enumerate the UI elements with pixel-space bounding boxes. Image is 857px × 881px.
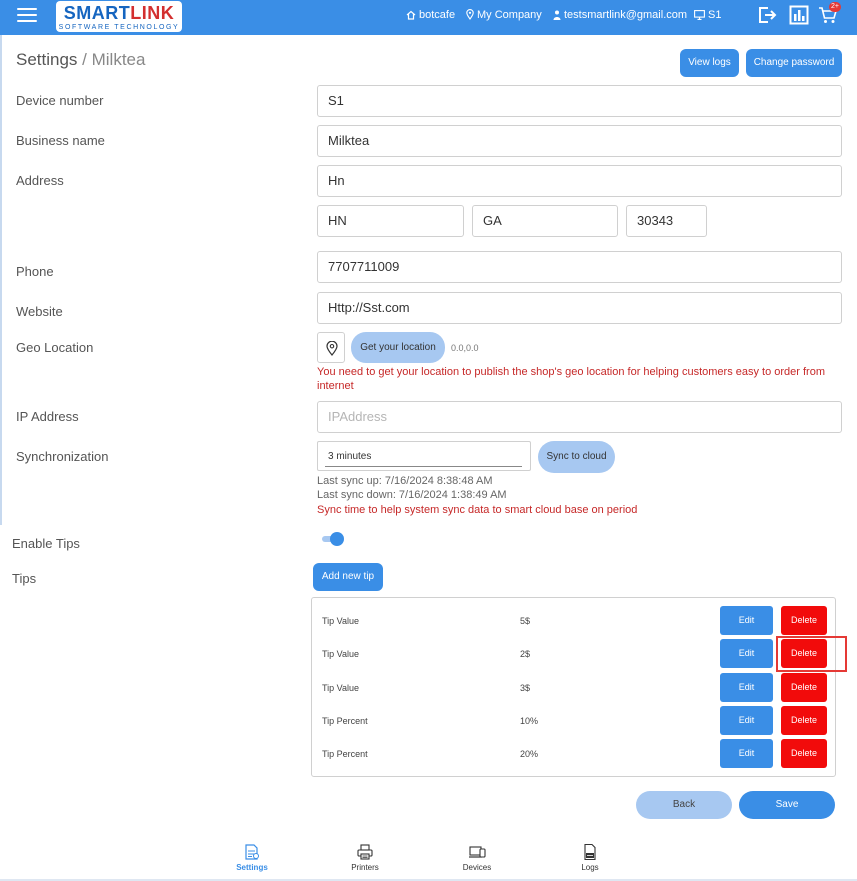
geo-warning-text: You need to get your location to publish the shop's geo location for helping customers easy to order from internet: [317, 366, 826, 392]
change-password-button[interactable]: Change password: [746, 49, 842, 77]
enable-tips-toggle[interactable]: [322, 534, 342, 544]
enable-tips-label: Enable Tips: [12, 536, 80, 551]
view-logs-button[interactable]: View logs: [680, 49, 739, 77]
ip-address-input[interactable]: IPAddress: [317, 401, 842, 433]
geo-pin-button[interactable]: [317, 332, 345, 363]
edit-tip-button[interactable]: Edit: [720, 706, 773, 735]
sync-interval-select[interactable]: [317, 441, 531, 471]
page-subtitle: / Milktea: [82, 50, 146, 69]
business-name-label: Business name: [16, 133, 105, 148]
settings-doc-icon: [243, 843, 261, 861]
tip-row: [312, 706, 837, 738]
nav-printers-label: Printers: [351, 863, 379, 872]
logo-subtext: SOFTWARE TECHNOLOGY: [58, 24, 180, 31]
device-info[interactable]: [694, 8, 721, 22]
state-input[interactable]: GA: [472, 205, 618, 237]
logs-icon: [581, 843, 599, 861]
account-info[interactable]: [553, 8, 687, 22]
device-number-input[interactable]: S1: [317, 85, 842, 117]
address-line-input[interactable]: Hn: [317, 165, 842, 197]
address-label: Address: [16, 173, 64, 188]
monitor-icon: [694, 10, 705, 24]
edit-tip-button[interactable]: Edit: [720, 739, 773, 768]
tip-value: 20%: [520, 749, 539, 759]
page-title-text: Settings: [16, 50, 78, 69]
sync-to-cloud-button[interactable]: Sync to cloud: [538, 441, 615, 473]
device-name: S1: [708, 9, 722, 21]
account-email: testsmartlink@gmail.com: [564, 9, 688, 21]
phone-label: Phone: [16, 264, 54, 279]
printer-icon: [356, 843, 374, 861]
tip-name: Tip Value: [322, 683, 360, 693]
tip-name: Tip Percent: [322, 716, 368, 726]
tip-row: [312, 639, 837, 671]
devices-icon: [468, 843, 486, 861]
home-icon: [406, 10, 416, 24]
last-sync-down: Last sync down: 7/16/2024 1:38:49 AM: [317, 489, 507, 501]
nav-printers[interactable]: [335, 843, 395, 879]
website-label: Website: [16, 304, 63, 319]
top-bar: [0, 0, 857, 35]
location-pin-icon: [466, 9, 474, 24]
company-name: My Company: [477, 9, 542, 21]
add-new-tip-button[interactable]: Add new tip: [313, 563, 383, 591]
select-underline: [325, 466, 522, 467]
tip-row: [312, 739, 837, 771]
logo-text-smart: SMART: [63, 3, 131, 23]
tip-value: 5$: [520, 616, 531, 626]
get-location-button[interactable]: Get your location: [351, 332, 445, 363]
tip-name: Tip Percent: [322, 749, 368, 759]
tip-value: 2$: [520, 649, 531, 659]
sync-note-text: Sync time to help system sync data to smart cloud base on period: [317, 504, 638, 516]
website-input[interactable]: Http://Sst.com: [317, 292, 842, 324]
tip-row: [312, 673, 837, 705]
delete-tip-button[interactable]: Delete: [781, 706, 827, 735]
nav-devices[interactable]: [447, 843, 507, 879]
tip-row: [312, 606, 837, 638]
synchronization-label: Synchronization: [16, 449, 109, 464]
logo-text-link: LINK: [130, 3, 175, 23]
nav-logs-label: Logs: [581, 863, 599, 872]
city-input[interactable]: HN: [317, 205, 464, 237]
tip-value: 3$: [520, 683, 531, 693]
store-info[interactable]: [406, 8, 455, 22]
nav-settings-label: Settings: [236, 863, 268, 872]
back-button[interactable]: Back: [636, 791, 732, 819]
phone-input[interactable]: 7707711009: [317, 251, 842, 283]
tip-value: 10%: [520, 716, 539, 726]
tip-name: Tip Value: [322, 616, 360, 626]
cart-badge: 2+: [829, 2, 841, 12]
bottom-nav: [0, 838, 857, 881]
delete-tip-button[interactable]: Delete: [781, 606, 827, 635]
company-info[interactable]: [466, 8, 542, 22]
nav-settings[interactable]: [222, 843, 282, 879]
last-sync-up: Last sync up: 7/16/2024 8:38:48 AM: [317, 475, 493, 487]
ip-address-label: IP Address: [16, 409, 79, 424]
left-edge-divider: [0, 35, 2, 525]
geo-coordinates: 0.0,0.0: [451, 343, 479, 353]
menu-icon[interactable]: [17, 8, 37, 24]
map-pin-icon: [326, 341, 338, 356]
business-name-input[interactable]: Milktea: [317, 125, 842, 157]
sync-interval-value: 3 minutes: [328, 451, 372, 462]
zip-input[interactable]: 30343: [626, 205, 707, 237]
logout-icon[interactable]: [757, 5, 777, 25]
page-title: [16, 50, 145, 70]
tip-name: Tip Value: [322, 649, 360, 659]
save-button[interactable]: Save: [739, 791, 835, 819]
device-number-label: Device number: [16, 93, 104, 108]
edit-tip-button[interactable]: Edit: [720, 673, 773, 702]
delete-tip-button[interactable]: Delete: [781, 639, 827, 668]
user-icon: [553, 10, 561, 24]
logo[interactable]: [56, 1, 182, 32]
edit-tip-button[interactable]: Edit: [720, 639, 773, 668]
store-name: botcafe: [419, 9, 456, 21]
tips-label: Tips: [12, 571, 37, 586]
delete-tip-button[interactable]: Delete: [781, 739, 827, 768]
nav-logs[interactable]: [560, 843, 620, 879]
geo-location-label: Geo Location: [16, 340, 94, 355]
tips-table: [311, 597, 836, 777]
toggle-knob: [330, 532, 344, 546]
report-chart-icon[interactable]: [789, 5, 809, 25]
delete-tip-button[interactable]: Delete: [781, 673, 827, 702]
edit-tip-button[interactable]: Edit: [720, 606, 773, 635]
nav-devices-label: Devices: [462, 863, 492, 872]
